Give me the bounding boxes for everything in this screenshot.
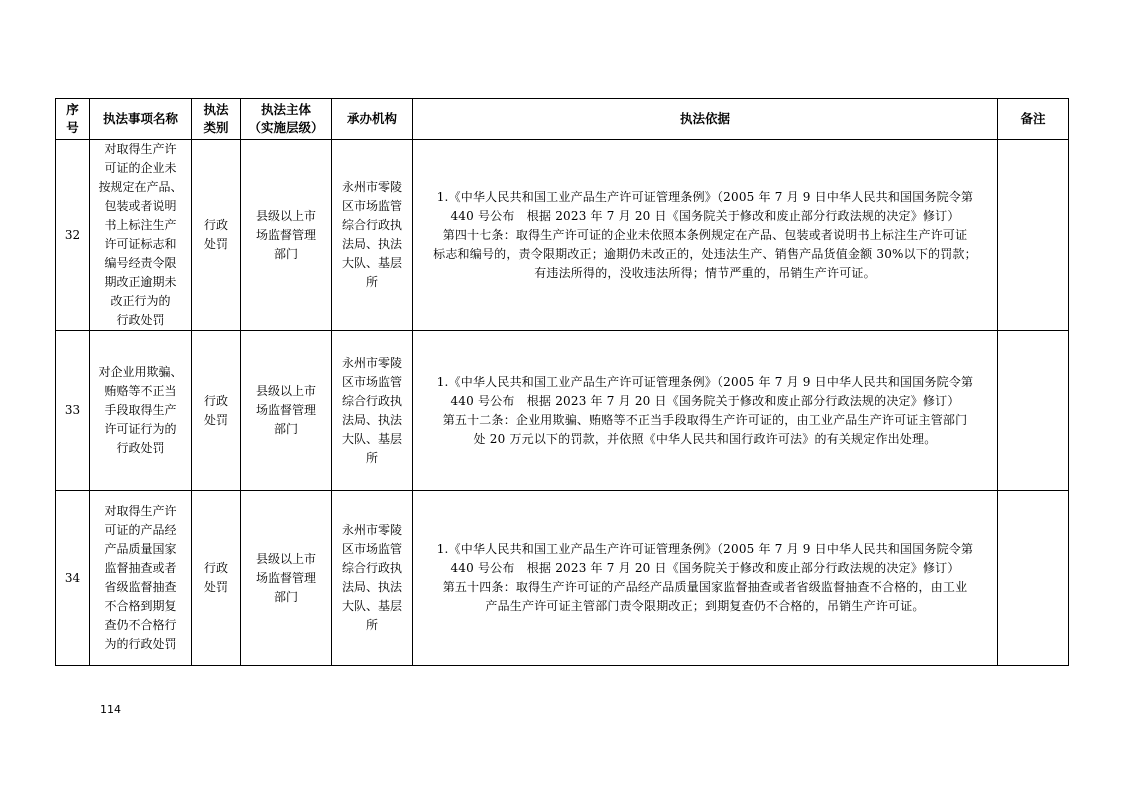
header-subject: 执法主体 （实施层级）	[241, 99, 332, 140]
row-item: 对企业用欺骗、 贿赂等不正当 手段取得生产 许可证行为的 行政处罚	[90, 331, 192, 491]
row-seq: 34	[56, 491, 90, 666]
table-row	[56, 331, 1069, 491]
row-agency: 永州市零陵 区市场监管 综合行政执 法局、执法 大队、基层 所	[332, 140, 413, 331]
row-basis: 1.《中华人民共和国工业产品生产许可证管理条例》（2005 年 7 月 9 日中华人民共和国国务院令第 440 号公布 根据 2023 年 7 月 20 日《国务院关于修改和废止部分行政法规的决定》修订） 第五十四条：取得生产许可证的产品经产品质量国家监督抽查或者省级监督抽查不合格的，由工业 产品生产许可证主管部门责令限期改正；到期复查仍不合格的，吊销生产许可证。	[413, 491, 998, 666]
header-seq: 序 号	[56, 99, 90, 140]
header-remark: 备注	[998, 99, 1069, 140]
header-category: 执法 类别	[192, 99, 241, 140]
table-row	[56, 140, 1069, 331]
page-number: 114	[100, 703, 121, 716]
row-category: 行政 处罚	[192, 140, 241, 331]
row-item: 对取得生产许 可证的产品经 产品质量国家 监督抽查或者 省级监督抽查 不合格到期复 查仍不合格行 为的行政处罚	[90, 491, 192, 666]
enforcement-table	[55, 98, 1069, 666]
header-item: 执法事项名称	[90, 99, 192, 140]
table-header-row	[56, 99, 1069, 140]
row-subject: 县级以上市 场监督管理 部门	[241, 491, 332, 666]
row-remark	[998, 491, 1069, 666]
row-agency: 永州市零陵 区市场监管 综合行政执 法局、执法 大队、基层 所	[332, 491, 413, 666]
row-category: 行政 处罚	[192, 491, 241, 666]
table-row	[56, 491, 1069, 666]
header-basis: 执法依据	[413, 99, 998, 140]
row-basis: 1.《中华人民共和国工业产品生产许可证管理条例》（2005 年 7 月 9 日中华人民共和国国务院令第 440 号公布 根据 2023 年 7 月 20 日《国务院关于修改和废止部分行政法规的决定》修订） 第五十二条：企业用欺骗、贿赂等不正当手段取得生产许可证的，由工业产品生产许可证主管部门 处 20 万元以下的罚款，并依照《中华人民共和国行政许可法》的有关规定作出处理。	[413, 331, 998, 491]
row-subject: 县级以上市 场监督管理 部门	[241, 331, 332, 491]
row-category: 行政 处罚	[192, 331, 241, 491]
row-subject: 县级以上市 场监督管理 部门	[241, 140, 332, 331]
row-seq: 33	[56, 331, 90, 491]
row-agency: 永州市零陵 区市场监管 综合行政执 法局、执法 大队、基层 所	[332, 331, 413, 491]
header-agency: 承办机构	[332, 99, 413, 140]
row-item: 对取得生产许 可证的企业未 按规定在产品、 包装或者说明 书上标注生产 许可证标志和 编号经责令限 期改正逾期未 改正行为的 行政处罚	[90, 140, 192, 331]
row-remark	[998, 331, 1069, 491]
row-seq: 32	[56, 140, 90, 331]
row-basis: 1.《中华人民共和国工业产品生产许可证管理条例》（2005 年 7 月 9 日中华人民共和国国务院令第 440 号公布 根据 2023 年 7 月 20 日《国务院关于修改和废止部分行政法规的决定》修订） 第四十七条：取得生产许可证的企业未依照本条例规定在产品、包装或者说明书上标注生产许可证 标志和编号的，责令限期改正；逾期仍未改正的，处违法生产、销售产品货值金额 30%以下的罚款； 有违法所得的，没收违法所得；情节严重的，吊销生产许可证。	[413, 140, 998, 331]
row-remark	[998, 140, 1069, 331]
